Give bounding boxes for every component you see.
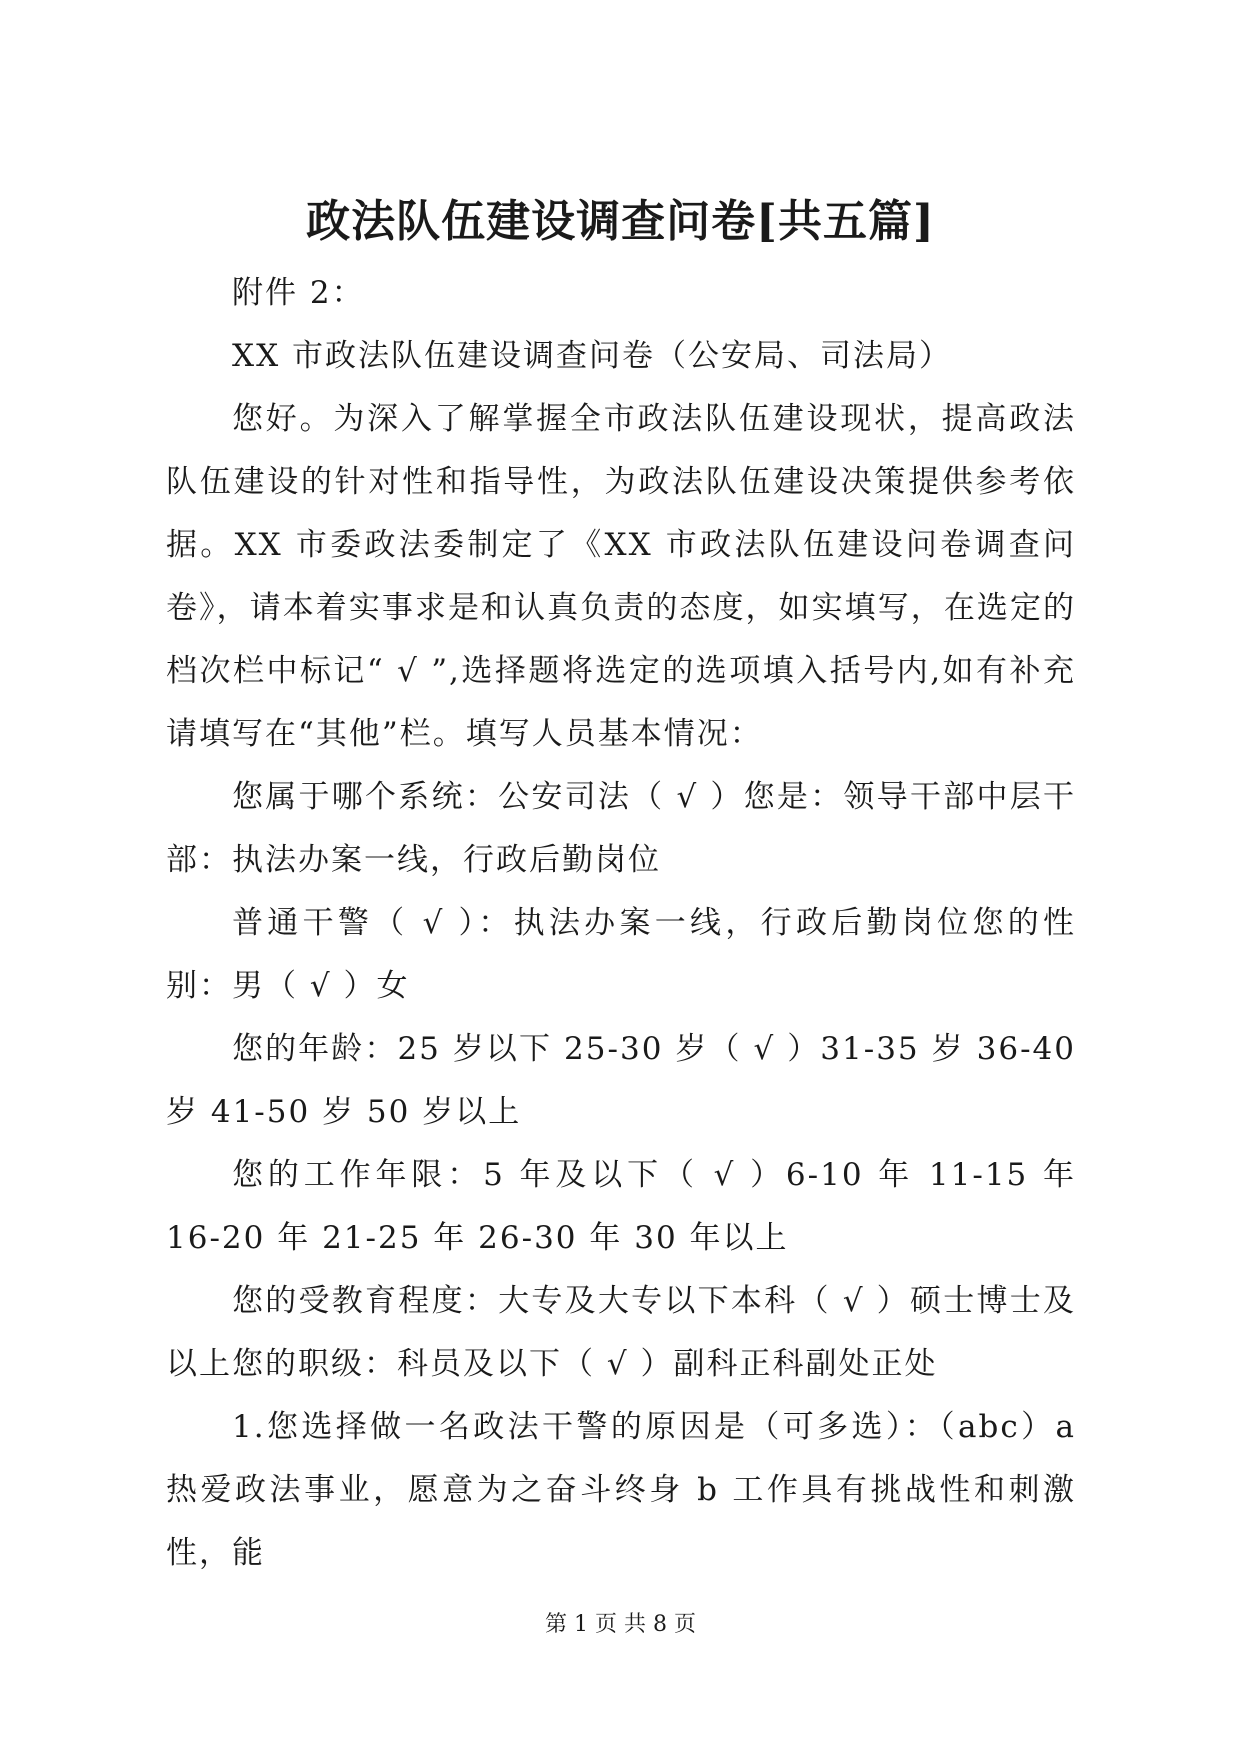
education-rank-question: 您的受教育程度：大专及大专以下本科（ √ ）硕士博士及以上您的职级：科员及以下（ √ ）副科正科副处正处 — [166, 1283, 1076, 1382]
questionnaire-subtitle: XX 市政法队伍建设调查问卷（公安局、司法局） — [232, 338, 952, 374]
document-body — [166, 262, 1076, 1585]
page-footer: 第 1 页 共 8 页 — [545, 1612, 696, 1637]
position-gender-question: 普通干警（ √ ）：执法办案一线，行政后勤岗位您的性别：男（ √ ）女 — [166, 905, 1076, 1004]
work-years-question: 您的工作年限：5 年及以下（ √ ）6-10 年 11-15 年 16-20 年 21-25 年 26-30 年 30 年以上 — [166, 1157, 1076, 1256]
system-question: 您属于哪个系统：公安司法（ √ ）您是：领导干部中层干部：执法办案一线，行政后勤岗位 — [166, 779, 1076, 878]
intro-paragraph: 您好。为深入了解掌握全市政法队伍建设现状，提高政法队伍建设的针对性和指导性，为政法队伍建设决策提供参考依据。XX 市委政法委制定了《XX 市政法队伍建设问卷调查问卷》，请本着实事求是和认真负责的态度，如实填写，在选定的档次栏中标记“ √ ”,选择题将选定的选项填入括号内,如有补充请填写在“其他”栏。填写人员基本情况： — [166, 401, 1076, 752]
question-1: 1.您选择做一名政法干警的原因是（可多选）：（abc）a 热爱政法事业，愿意为之奋斗终身 b 工作具有挑战性和刺激性，能 — [166, 1409, 1076, 1571]
attachment-label: 附件 2： — [232, 275, 365, 311]
document-title: 政法队伍建设调查问卷[共五篇] — [306, 196, 935, 247]
age-question: 您的年龄：25 岁以下 25-30 岁（ √ ）31-35 岁 36-40 岁 41-50 岁 50 岁以上 — [166, 1031, 1076, 1130]
